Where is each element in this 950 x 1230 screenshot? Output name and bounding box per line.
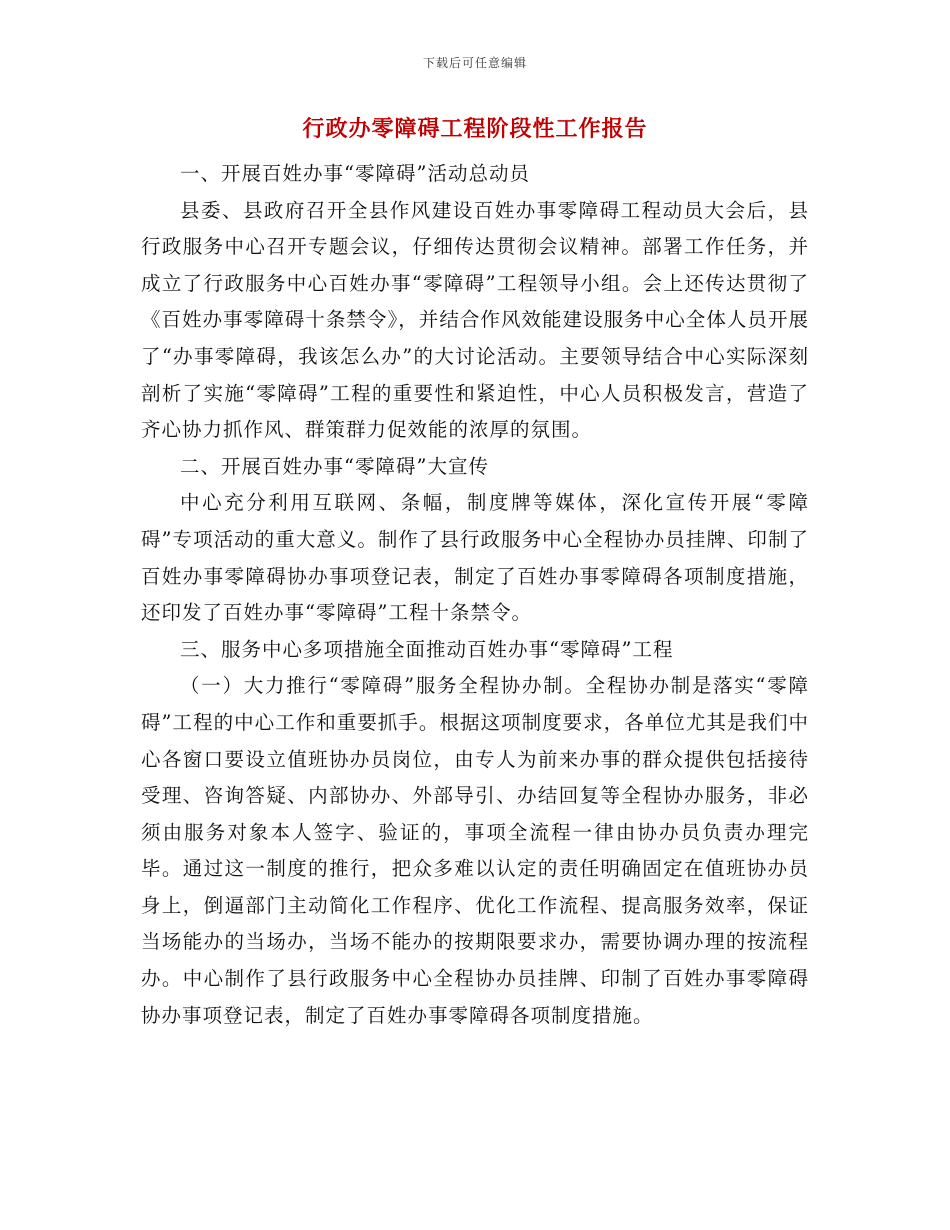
paragraph-3: （一）大力推行“零障碍”服务全程协办制。全程协办制是落实“零障碍”工程的中心工作和重要抓手。根据这项制度要求，各单位尤其是我们中心各窗口要设立值班协办员岗位，由专人为前来办事的群众提供包括接待受理、咨询答疑、内部协办、外部导引、办结回复等全程协办服务，非必须由服务对象本人签字、验证的，事项全流程一律由协办员负责办理完毕。通过这一制度的推行，把众多难以认定的责任明确固定在值班协办员身上，倒逼部门主动简化工作程序、优化工作流程、提高服务效率，保证当场能办的当场办，当场不能办的按期限要求办，需要协调办理的按流程办。中心制作了县行政服务中心全程协办员挂牌、印制了百姓办事零障碍协办事项登记表，制定了百姓办事零障碍各项制度措施。 [141, 674, 809, 1027]
document-body [141, 156, 809, 1034]
document-title: 行政办零障碍工程阶段性工作报告 [302, 116, 648, 142]
paragraph-1: 县委、县政府召开全县作风建设百姓办事零障碍工程动员大会后，县行政服务中心召开专题会议，仔细传达贯彻会议精神。部署工作任务，并成立了行政服务中心百姓办事“零障碍”工程领导小组。会上还传达贯彻了《百姓办事零障碍十条禁令》，并结合作风效能建设服务中心全体人员开展了“办事零障碍，我该怎么办”的大讨论活动。主要领导结合中心实际深刻剖析了实施“零障碍”工程的重要性和紧迫性，中心人员积极发言，营造了齐心协力抓作风、群策群力促效能的浓厚的氛围。 [141, 198, 809, 442]
section-heading-2: 二、开展百姓办事“零障碍”大宣传 [180, 454, 489, 478]
paragraph-2: 中心充分利用互联网、条幅，制度牌等媒体，深化宣传开展“零障碍”专项活动的重大意义。制作了县行政服务中心全程协办员挂牌、印制了百姓办事零障碍协办事项登记表，制定了百姓办事零障碍各项制度措施，还印发了百姓办事“零障碍”工程十条禁令。 [141, 491, 809, 625]
section-heading-3: 三、服务中心多项措施全面推动百姓办事“零障碍”工程 [180, 637, 674, 661]
header-note: 下载后可任意编辑 [422, 56, 527, 70]
section-heading-1: 一、开展百姓办事“零障碍”活动总动员 [180, 162, 530, 185]
